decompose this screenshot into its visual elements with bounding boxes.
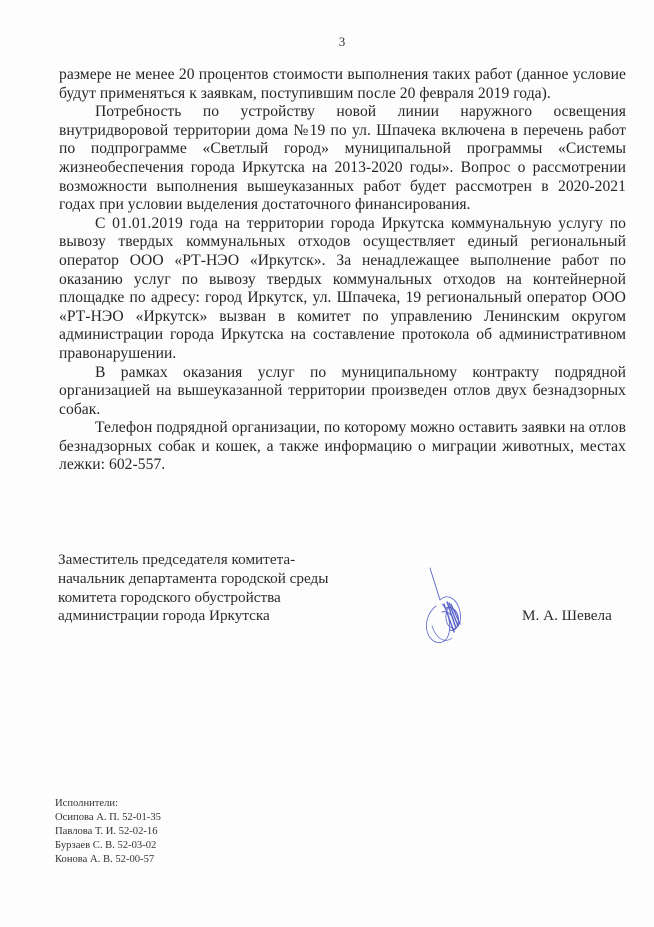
executor-entry: Осипова А. П. 52-01-35 [55,812,161,823]
executors-block [55,797,161,867]
signatory-title-line: администрации города Иркутска [58,607,270,625]
signatory-title-line: комитета городского обустройства [58,588,281,606]
executor-entry: Павлова Т. И. 52-02-16 [55,826,158,837]
paragraph-stray-dogs: В рамках оказания услуг по муниципальному контракту подрядной организацией на вышеуказанной территории произведен отлов двух безнадзорных собак. [59,363,626,418]
letter-body [59,66,626,475]
paragraph-street-lighting: Потребность по устройству новой линии наружного освещения внутридворовой территории дома №19 по ул. Шпачека включена в перечень работ по подпрограмме «Светлый город» муниципальной программы «Системы жизнеобеспечения города Иркутска на 2013-2020 годы». Вопрос о рассмотрении возможности выполнения вышеуказанных работ будет рассмотрен в 2020-2021 годах при условии выделения достаточного финансирования. [59,103,626,214]
signatory-title [58,551,358,626]
signatory-title-line: Заместитель председателя комитета- [58,551,296,568]
executor-entry: Бурзаев С. В. 52-03-02 [55,840,157,851]
paragraph-waste-collection: С 01.01.2019 года на территории города Иркутска коммунальную услугу по вывозу твердых коммунальных отходов осуществляет единый региональный оператор ООО «РТ-НЭО «Иркутск». За ненадлежащее выполнение работ по оказанию услуг по вывозу твердых коммунальных отходов на контейнерной площадке по адресу: город Иркутск, ул. Шпачека, 19 региональный оператор ООО «РТ-НЭО «Иркутск» вызван в комитет по управлению Ленинским округом администрации города Иркутска на составление протокола об административном правонарушении. [59,214,626,362]
paragraph-contractor-phone: Телефон подрядной организации, по которому можно оставить заявки на отлов безнадзорных собак и кошек, а также информацию о миграции животных, местах лежки: 602-557. [59,419,626,474]
handwritten-signature-icon [418,566,488,648]
signatory-name: М. А. Шевела [522,607,612,624]
executors-heading: Исполнители: [55,798,119,809]
signatory-title-line: начальник департамента городской среды [58,569,329,587]
page-number: 3 [338,34,346,49]
paragraph-continuation: размере не менее 20 процентов стоимости выполнения таких работ (данное условие будут применяться к заявкам, поступившим после 20 февраля 2019 года). [59,66,626,102]
executor-entry: Конова А. В. 52-00-57 [55,854,155,865]
